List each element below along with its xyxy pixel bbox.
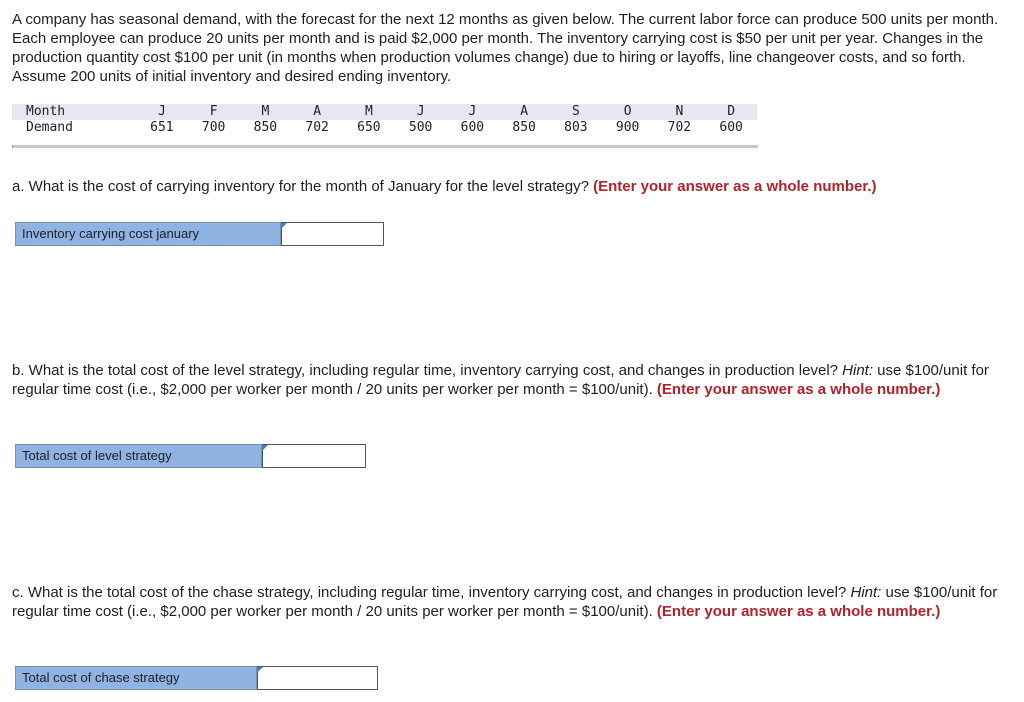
question-a-text: a. What is the cost of carrying inventory for the month of January for the level strategy? <box>12 178 594 195</box>
demand-cell: 600 <box>719 120 743 135</box>
month-cell: J <box>468 104 477 119</box>
question-c-hint: use $100/unit for regular time cost (i.e., $2,000 per worker per month / 20 units per worker per month = $100/unit). <box>12 584 998 620</box>
question-b-text: b. What is the total cost of the level strategy, including regular time, inventory carrying cost, and changes in production level? <box>12 362 843 379</box>
demand-cell: 850 <box>253 120 278 135</box>
question-c <box>12 583 1012 621</box>
demand-cell: 803 <box>564 120 588 135</box>
total-cost-level-strategy-input[interactable] <box>262 444 366 468</box>
month-cell: N <box>675 104 684 119</box>
month-row <box>12 104 757 120</box>
answer-label-c: Total cost of chase strategy <box>15 666 257 690</box>
answer-row-c <box>15 666 378 690</box>
question-b-hint-label: Hint: <box>842 362 873 379</box>
month-cell: D <box>727 104 736 119</box>
month-cell: M <box>364 104 373 119</box>
month-cell: S <box>571 104 580 119</box>
month-row-label: Month <box>26 104 66 119</box>
demand-cell: 900 <box>615 120 640 135</box>
demand-row <box>12 120 757 136</box>
demand-cell: 600 <box>460 120 485 135</box>
question-a <box>12 177 1012 196</box>
question-b-hint: use $100/unit for regular time cost (i.e., $2,000 per worker per month / 20 units per worker per month = $100/unit). <box>12 362 989 398</box>
month-cell: J <box>157 104 166 119</box>
question-b-instruction: (Enter your answer as a whole number.) <box>656 381 941 398</box>
demand-table <box>12 104 757 136</box>
demand-cell: 702 <box>667 120 692 135</box>
month-cell: J <box>416 104 425 119</box>
answer-label-a: Inventory carrying cost january <box>15 222 281 246</box>
question-c-text: c. What is the total cost of the chase strategy, including regular time, inventory carrying cost, and changes in production level? <box>12 584 851 601</box>
month-cell: A <box>520 104 529 119</box>
demand-row-label: Demand <box>26 120 73 135</box>
answer-row-b <box>15 444 366 468</box>
table-horizontal-scrollbar[interactable] <box>12 145 758 148</box>
problem-statement: A company has seasonal demand, with the forecast for the next 12 months as given below. The current labor force can produce 500 units per month. Each employee can produce 20 units per month and is paid $2,000 per month. The inventory carrying cost is $50 per unit per year. Changes in the production quantity cost $100 per unit (in months when production volumes change) due to hiring or layoffs, line changeover costs, and so forth. Assume 200 units of initial inventory and desired ending inventory. <box>12 11 999 85</box>
answer-flag-icon <box>281 223 287 229</box>
demand-cell: 850 <box>512 120 536 135</box>
month-cell: A <box>313 104 322 119</box>
answer-label-b: Total cost of level strategy <box>15 444 262 468</box>
inventory-carrying-cost-input[interactable] <box>281 222 384 246</box>
answer-flag-icon <box>262 445 268 451</box>
month-cell: M <box>261 104 270 119</box>
demand-table-container <box>12 104 757 136</box>
demand-cell: 650 <box>357 120 381 135</box>
month-cell: O <box>623 104 632 119</box>
demand-cell: 651 <box>150 120 174 135</box>
month-cell: F <box>209 104 218 119</box>
answer-row-a <box>15 222 384 246</box>
question-c-instruction: (Enter your answer as a whole number.) <box>656 603 941 620</box>
demand-cell: 500 <box>408 120 433 135</box>
demand-cell: 702 <box>305 120 329 135</box>
question-b <box>12 361 1012 399</box>
question-a-instruction: (Enter your answer as a whole number.) <box>593 178 877 195</box>
answer-flag-icon <box>257 667 263 673</box>
demand-cell: 700 <box>201 120 226 135</box>
question-c-hint-label: Hint: <box>850 584 882 601</box>
total-cost-chase-strategy-input[interactable] <box>257 666 378 690</box>
